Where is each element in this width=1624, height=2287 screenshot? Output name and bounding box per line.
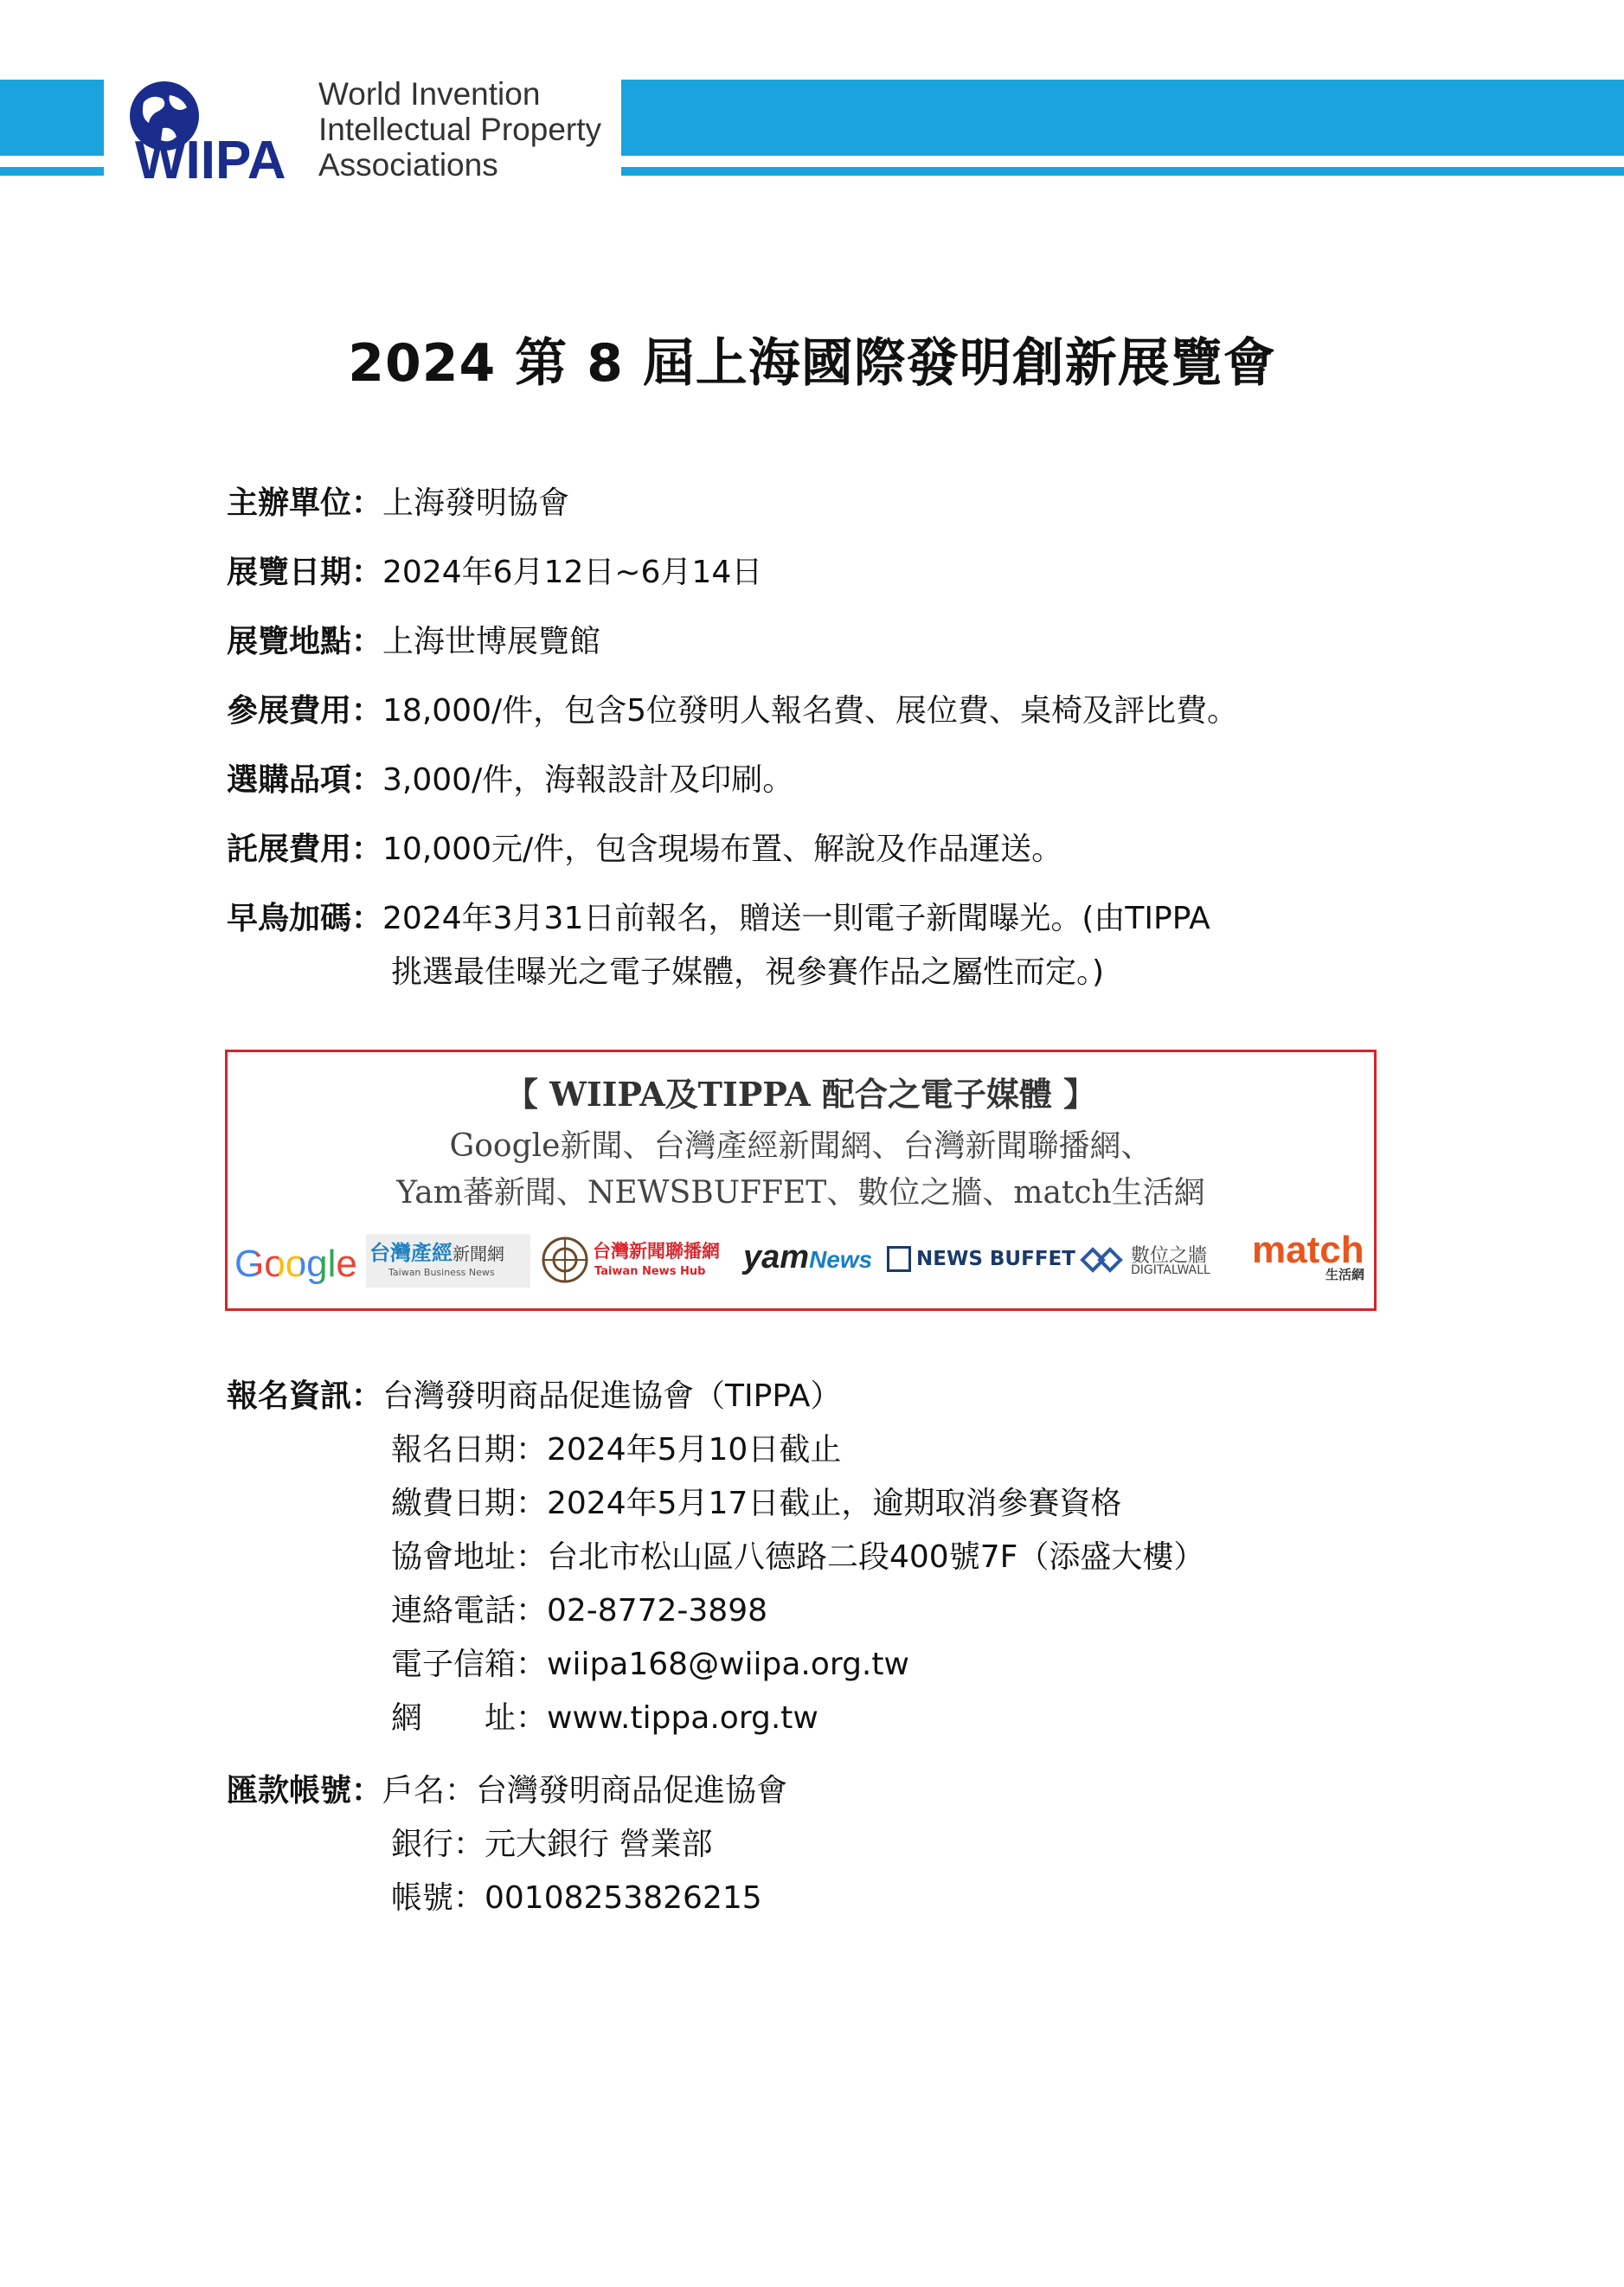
newsbuffet-text: NEWS BUFFET <box>916 1248 1075 1270</box>
early-value-line2: 挑選最佳曝光之電子媒體，視參賽作品之屬性而定。) <box>391 954 1105 990</box>
tnh-globe-icon <box>541 1236 589 1284</box>
digitalwall-icon <box>1077 1237 1126 1282</box>
media-line-2: Yam蕃新聞、NEWSBUFFET、數位之牆、match生活網 <box>396 1175 1205 1211</box>
bank-label: 匯款帳號： <box>227 1773 383 1808</box>
wiipa-logo <box>119 76 320 180</box>
org-line-1: World Invention <box>318 76 541 112</box>
fee-value: 18,000/件，包含5位發明人報名費、展位費、桌椅及評比費。 <box>382 693 1239 729</box>
fee-row <box>227 692 1238 730</box>
newsbuffet-logo <box>887 1246 1075 1272</box>
media-line-1: Google新聞、台灣產經新聞網、台灣新聞聯播網、 <box>449 1128 1152 1164</box>
organizer-row <box>227 485 569 523</box>
option-row <box>227 761 793 800</box>
media-heading: 【 WIIPA及TIPPA 配合之電子媒體 】 <box>504 1075 1097 1114</box>
dw-cn: 數位之牆 <box>1131 1245 1208 1267</box>
tnh-cn: 台灣新聞聯播網 <box>593 1241 720 1262</box>
account-name: 戶名：台灣發明商品促進協會 <box>382 1773 788 1808</box>
venue-value: 上海世博展覽館 <box>382 624 601 659</box>
bank-name: 銀行：元大銀行 營業部 <box>391 1827 713 1862</box>
match-text: match <box>1252 1229 1364 1271</box>
website-label: 網 址： <box>391 1700 548 1736</box>
org-name <box>318 76 601 183</box>
consign-label: 託展費用： <box>227 832 383 867</box>
payment-deadline: 繳費日期：2024年5月17日截止，逾期取消參賽資格 <box>391 1486 1122 1521</box>
tbn-cn2: 新聞網 <box>453 1243 504 1264</box>
org-line-3: Associations <box>318 147 498 183</box>
page-title: 2024 第 8 屆上海國際發明創新展覽會 <box>348 333 1276 394</box>
logo-text: WIIPA <box>135 131 286 180</box>
registration-deadline: 報名日期：2024年5月10日截止 <box>391 1432 842 1468</box>
registration-org: 台灣發明商品促進協會（TIPPA） <box>382 1378 842 1414</box>
dates-row <box>227 554 762 592</box>
consign-row <box>227 831 1062 869</box>
tbn-en: Taiwan Business News <box>388 1267 495 1278</box>
venue-label: 展覽地點： <box>227 624 383 659</box>
registration-row <box>227 1378 841 1416</box>
header-band-right-thin <box>621 167 1624 176</box>
header-band-left-thin <box>0 167 104 176</box>
fee-label: 參展費用： <box>227 693 383 729</box>
header-band-left <box>0 80 104 156</box>
option-label: 選購品項： <box>227 762 383 798</box>
yam-text: yam <box>743 1239 810 1275</box>
tnh-en: Taiwan News Hub <box>594 1265 706 1278</box>
org-line-2: Intellectual Property <box>318 112 602 147</box>
match-cn: 生活網 <box>1325 1267 1364 1282</box>
registration-label: 報名資訊： <box>227 1378 383 1414</box>
website-link[interactable]: www.tippa.org.tw <box>547 1700 818 1736</box>
header-band-right <box>621 80 1624 156</box>
contact-email: 電子信箱：wiipa168@wiipa.org.tw <box>391 1647 909 1682</box>
newsbuffet-icon <box>887 1246 911 1272</box>
organizer-label: 主辦單位： <box>227 485 383 521</box>
consign-value: 10,000元/件，包含現場布置、解說及作品運送。 <box>382 832 1063 867</box>
match-logo <box>1252 1229 1373 1282</box>
dates-label: 展覽日期： <box>227 555 383 590</box>
yam-news-logo <box>743 1239 872 1276</box>
google-logo <box>234 1243 357 1286</box>
media-partners-box <box>225 1050 1377 1311</box>
bank-row <box>227 1772 787 1810</box>
website-row <box>391 1699 818 1738</box>
venue-row <box>227 623 600 661</box>
account-number: 帳號：00108253826215 <box>391 1880 762 1916</box>
tbn-cn: 台灣產經 <box>369 1241 453 1265</box>
option-value: 3,000/件，海報設計及印刷。 <box>382 762 794 798</box>
yam-news-text: News <box>809 1246 873 1273</box>
early-value: 2024年3月31日前報名，贈送一則電子新聞曝光。(由TIPPA <box>382 901 1210 936</box>
taiwan-business-news-logo <box>366 1234 530 1288</box>
dates-value: 2024年6月12日~6月14日 <box>382 555 763 590</box>
taiwan-news-hub-logo <box>541 1234 731 1288</box>
organizer-value: 上海發明協會 <box>382 485 570 521</box>
dw-en: DIGITALWALL <box>1131 1263 1210 1277</box>
early-label: 早鳥加碼： <box>227 901 383 936</box>
google-logo-text: Google <box>234 1243 357 1285</box>
contact-phone: 連絡電話：02-8772-3898 <box>391 1593 768 1629</box>
early-row <box>227 900 1210 938</box>
association-address: 協會地址：台北市松山區八德路二段400號7F（添盛大樓） <box>391 1539 1205 1575</box>
media-logos <box>228 1229 1374 1303</box>
